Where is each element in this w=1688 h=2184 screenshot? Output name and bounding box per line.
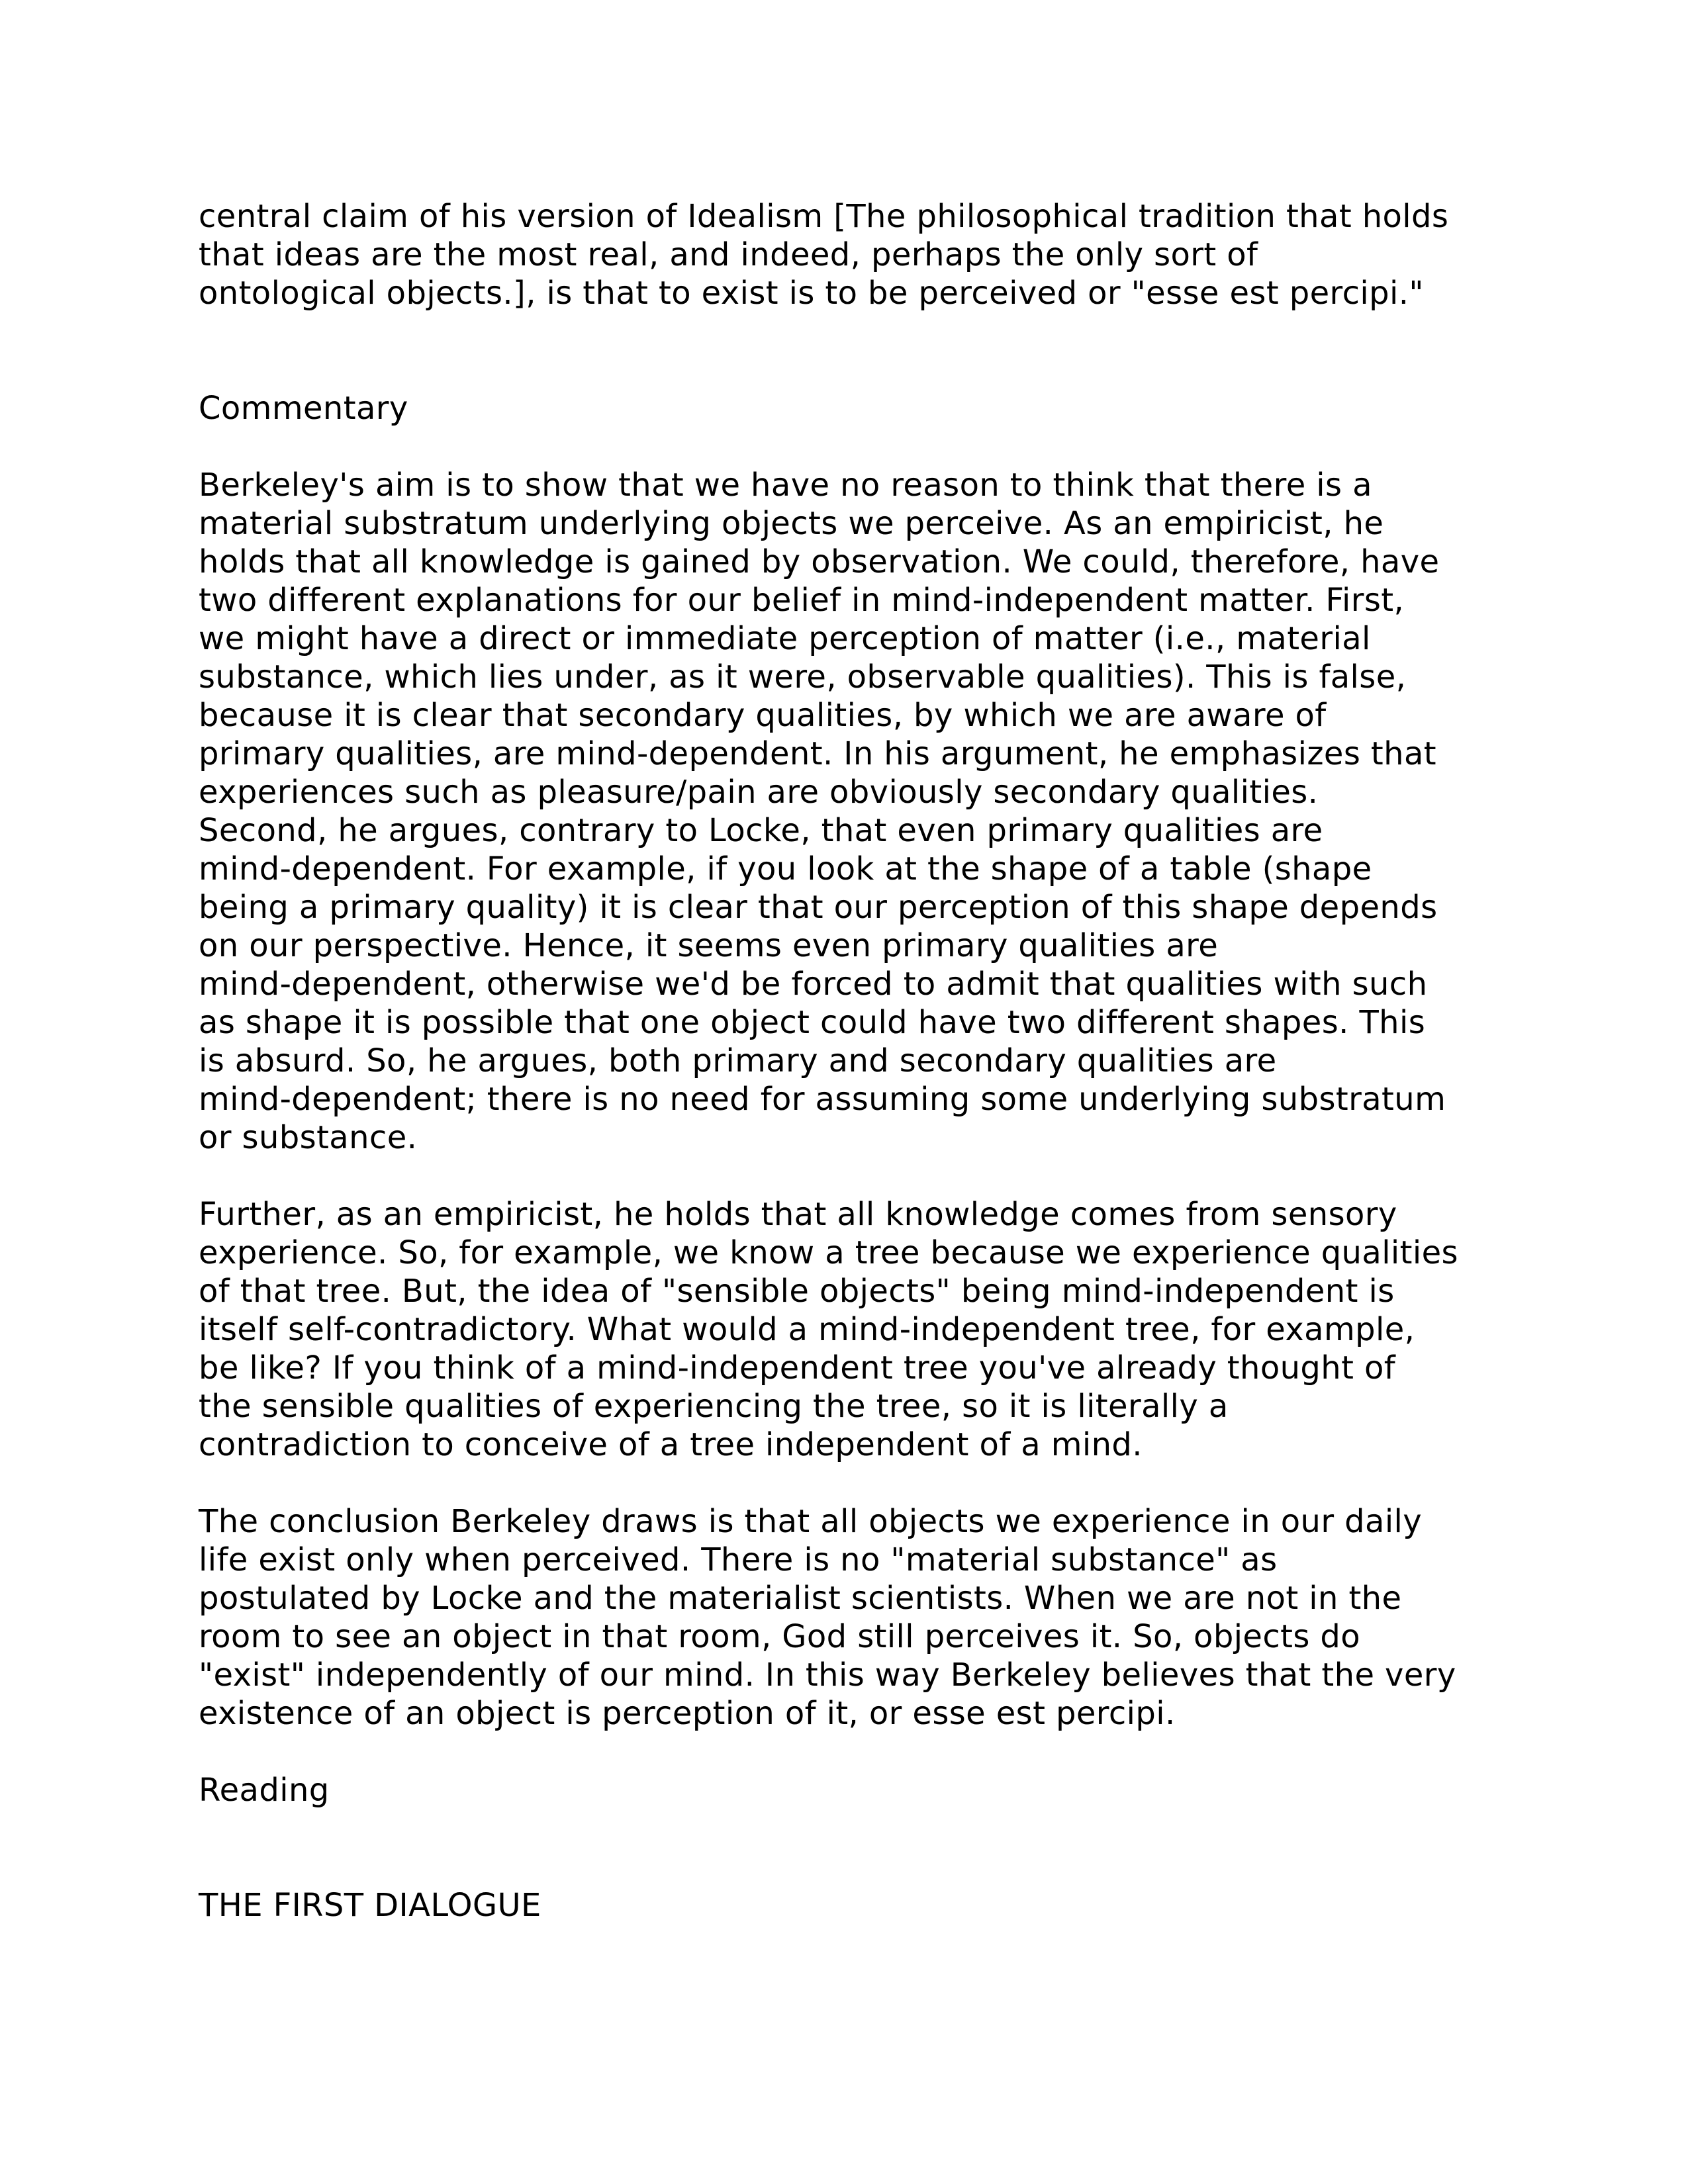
- text-line: primary qualities, are mind-dependent. In his argument, he emphasizes that: [199, 735, 1436, 772]
- reading-heading: [199, 1771, 1489, 1809]
- text-line: as shape it is possible that one object could have two different shapes. This: [199, 1004, 1426, 1041]
- intro-paragraph: [199, 197, 1489, 312]
- dialogue-heading: [199, 1886, 1489, 1925]
- text-line: or substance.: [199, 1119, 418, 1156]
- text-line: be like? If you think of a mind-independent tree you've already thought of: [199, 1349, 1396, 1387]
- text-line: life exist only when perceived. There is no "material substance" as: [199, 1541, 1278, 1578]
- text-line: holds that all knowledge is gained by observation. We could, therefore, have: [199, 543, 1440, 580]
- section-heading-text: THE FIRST DIALOGUE: [199, 1887, 541, 1924]
- text-line: because it is clear that secondary qualities, by which we are aware of: [199, 697, 1327, 734]
- text-line: Berkeley's aim is to show that we have no reason to think that there is a: [199, 467, 1372, 504]
- text-line: Second, he argues, contrary to Locke, that even primary qualities are: [199, 812, 1323, 849]
- text-line: on our perspective. Hence, it seems even primary qualities are: [199, 927, 1219, 964]
- text-line: contradiction to conceive of a tree independent of a mind.: [199, 1426, 1143, 1463]
- text-line: that ideas are the most real, and indeed, perhaps the only sort of: [199, 236, 1258, 273]
- commentary-paragraph-3: [199, 1502, 1489, 1733]
- document-page: [199, 197, 1489, 1925]
- text-line: The conclusion Berkeley draws is that all objects we experience in our daily: [199, 1503, 1423, 1540]
- text-line: Further, as an empiricist, he holds that all knowledge comes from sensory: [199, 1196, 1397, 1233]
- text-line: two different explanations for our belief in mind-independent matter. First,: [199, 582, 1405, 619]
- text-line: room to see an object in that room, God still perceives it. So, objects do: [199, 1618, 1361, 1655]
- text-line: experience. So, for example, we know a tree because we experience qualities: [199, 1234, 1458, 1271]
- commentary-heading: [199, 389, 1489, 428]
- text-line: substance, which lies under, as it were, observable qualities). This is false,: [199, 659, 1407, 696]
- text-line: itself self-contradictory. What would a mind-independent tree, for example,: [199, 1311, 1415, 1348]
- text-line: mind-dependent. For example, if you look at the shape of a table (shape: [199, 850, 1372, 887]
- text-line: being a primary quality) it is clear that our perception of this shape depends: [199, 889, 1438, 926]
- text-line: existence of an object is perception of it, or esse est percipi.: [199, 1695, 1176, 1732]
- text-line: mind-dependent; there is no need for assuming some underlying substratum: [199, 1081, 1446, 1118]
- text-line: mind-dependent, otherwise we'd be forced to admit that qualities with such: [199, 966, 1428, 1003]
- text-line: ontological objects.], is that to exist is to be perceived or "esse est percipi.": [199, 275, 1424, 312]
- text-line: the sensible qualities of experiencing the tree, so it is literally a: [199, 1388, 1229, 1425]
- text-line: "exist" independently of our mind. In this way Berkeley believes that the very: [199, 1657, 1456, 1694]
- section-heading-text: Commentary: [199, 390, 408, 427]
- text-line: of that tree. But, the idea of "sensible objects" being mind-independent is: [199, 1273, 1395, 1310]
- commentary-paragraph-1: [199, 466, 1489, 1157]
- text-line: material substratum underlying objects we perceive. As an empiricist, he: [199, 505, 1384, 542]
- section-heading-text: Reading: [199, 1772, 330, 1809]
- text-line: postulated by Locke and the materialist scientists. When we are not in the: [199, 1580, 1402, 1617]
- text-line: we might have a direct or immediate perception of matter (i.e., material: [199, 620, 1371, 657]
- text-line: central claim of his version of Idealism [The philosophical tradition that holds: [199, 198, 1449, 235]
- text-line: experiences such as pleasure/pain are obviously secondary qualities.: [199, 774, 1319, 811]
- text-line: is absurd. So, he argues, both primary and secondary qualities are: [199, 1042, 1277, 1079]
- commentary-paragraph-2: [199, 1195, 1489, 1464]
